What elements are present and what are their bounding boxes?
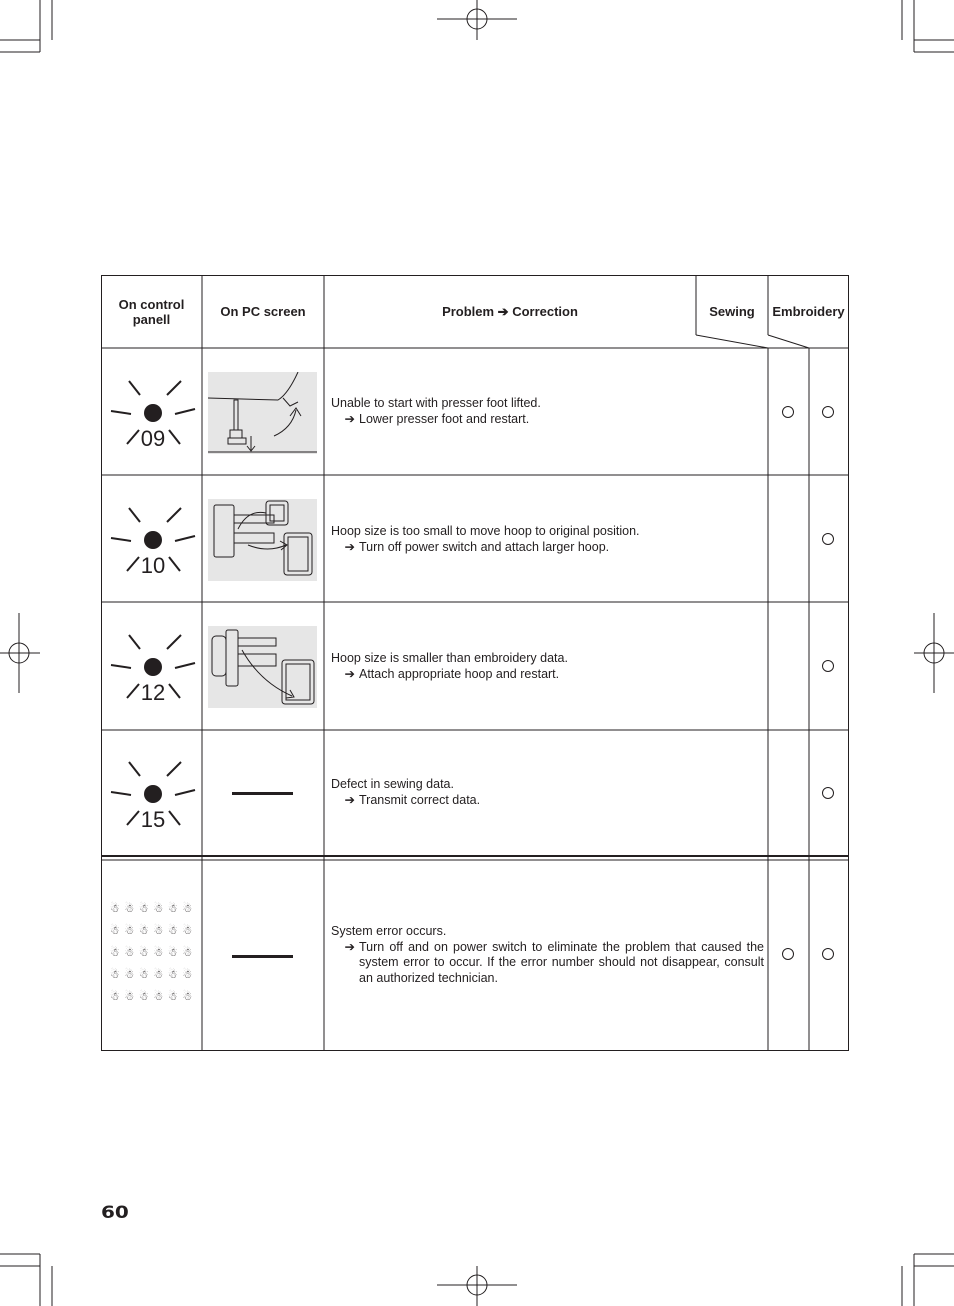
error-code: 15 — [140, 807, 166, 832]
dash-icon — [232, 792, 293, 795]
small-led-icon: ☃ — [110, 968, 120, 981]
row-text — [331, 524, 764, 555]
row-text — [331, 924, 764, 986]
header-control-panel: On control panell — [118, 296, 185, 327]
small-led-icon: ☃ — [153, 924, 164, 937]
error-code: 10 — [140, 553, 166, 578]
problem-text: Unable to start with presser foot lifted. — [331, 396, 541, 410]
embroidery-applicable-mark — [822, 948, 834, 960]
hoop-smaller-than-data-icon — [208, 626, 317, 708]
arrow-icon: ➔ — [344, 939, 355, 954]
sewing-applicable-mark — [782, 406, 794, 418]
small-led-icon: ☃ — [182, 990, 193, 1003]
small-led-icon: ☃ — [168, 946, 178, 959]
small-led-icon: ☃ — [110, 990, 120, 1003]
error-table — [101, 275, 849, 1051]
correction-text: Turn off power switch and attach larger hoop. — [359, 539, 610, 554]
embroidery-applicable-mark — [822, 406, 834, 418]
row-text — [331, 651, 764, 682]
arrow-icon: ➔ — [344, 539, 355, 554]
small-led-icon: ☃ — [139, 902, 149, 915]
small-led-icon: ☃ — [124, 990, 135, 1003]
all-leds-blinking-icon — [110, 903, 198, 1003]
hoop-too-small-icon — [208, 499, 317, 581]
row-text — [331, 777, 764, 808]
arrow-icon: ➔ — [344, 666, 355, 681]
small-led-icon: ☃ — [182, 968, 193, 981]
small-led-icon: ☃ — [153, 946, 164, 959]
small-led-icon: ☃ — [124, 924, 135, 937]
dash-icon — [232, 955, 293, 958]
row-text — [331, 396, 764, 427]
small-led-icon: ☃ — [153, 990, 164, 1003]
embroidery-applicable-mark — [822, 787, 834, 799]
small-led-icon: ☃ — [139, 990, 149, 1003]
small-led-icon: ☃ — [153, 902, 164, 915]
embroidery-applicable-mark — [822, 533, 834, 545]
arrow-icon: ➔ — [344, 792, 355, 807]
correction-text: Turn off and on power switch to eliminate the problem that caused the system error to occur. If the error number should not disappear, consult an authorized technician. — [359, 939, 764, 985]
small-led-icon: ☃ — [124, 946, 135, 959]
correction-text: Attach appropriate hoop and restart. — [359, 666, 560, 681]
problem-text: System error occurs. — [331, 924, 447, 938]
correction-text: Lower presser foot and restart. — [359, 411, 530, 426]
header-problem-correction: Problem ➔ Correction — [442, 304, 578, 319]
small-led-icon: ☃ — [182, 946, 193, 959]
small-led-icon: ☃ — [124, 902, 135, 915]
small-led-icon: ☃ — [182, 902, 193, 915]
header-embroidery: Embroidery — [772, 304, 845, 319]
sewing-applicable-mark — [782, 948, 794, 960]
small-led-icon: ☃ — [110, 946, 120, 959]
problem-text: Defect in sewing data. — [331, 777, 454, 791]
small-led-icon: ☃ — [168, 990, 178, 1003]
small-led-icon: ☃ — [110, 902, 120, 915]
problem-text: Hoop size is too small to move hoop to original position. — [331, 524, 640, 538]
small-led-icon: ☃ — [110, 924, 120, 937]
small-led-icon: ☃ — [139, 946, 149, 959]
header-sewing: Sewing — [709, 304, 755, 319]
small-led-icon: ☃ — [139, 968, 149, 981]
header-pc-screen: On PC screen — [220, 304, 306, 319]
problem-text: Hoop size is smaller than embroidery data. — [331, 651, 568, 665]
correction-text: Transmit correct data. — [359, 792, 481, 807]
error-code: 12 — [140, 680, 166, 705]
small-led-icon: ☃ — [168, 924, 178, 937]
embroidery-applicable-mark — [822, 660, 834, 672]
small-led-icon: ☃ — [168, 902, 178, 915]
arrow-icon: ➔ — [344, 411, 355, 426]
small-led-icon: ☃ — [124, 968, 135, 981]
presser-foot-lower-icon — [208, 372, 317, 454]
error-code: 09 — [140, 426, 166, 451]
small-led-icon: ☃ — [182, 924, 193, 937]
page-number: 60 — [101, 1201, 129, 1223]
small-led-icon: ☃ — [168, 968, 178, 981]
small-led-icon: ☃ — [139, 924, 149, 937]
small-led-icon: ☃ — [153, 968, 164, 981]
